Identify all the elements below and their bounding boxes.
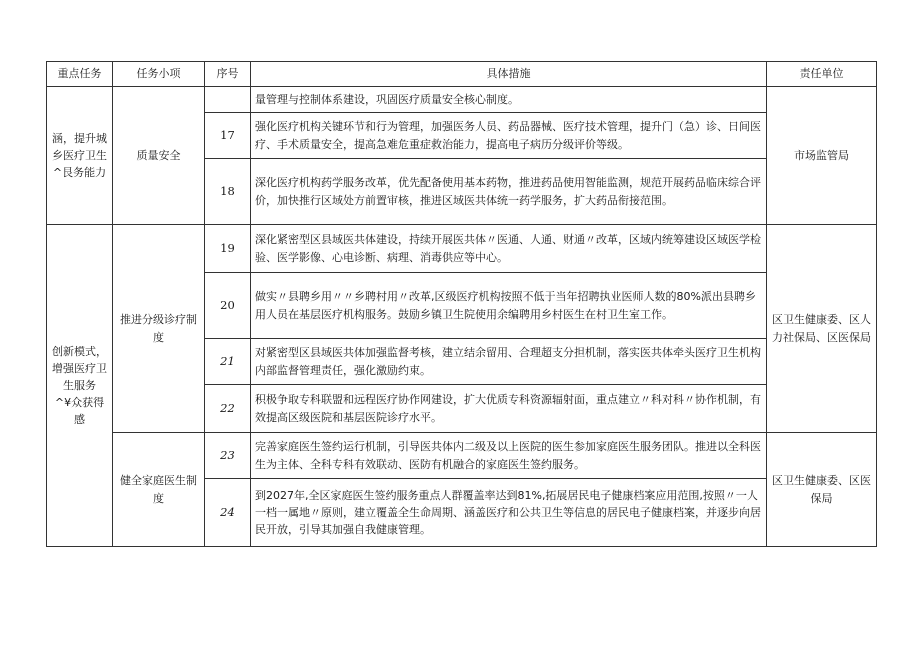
measure-cell: 积极争取专科联盟和远程医疗协作网建设，扩大优质专科资源辐射面，重点建立〃科对科〃协作机制，有效提高区级医院和基层医院诊疗水平。 [251,385,767,433]
measure-cell: 强化医疗机构关键环节和行为管理，加强医务人员、药品器械、医疗技术管理，提升门（急）诊、日间医疗、手术质量安全，提高急难危重症救治能力，提高电子病历分级评价等级。 [251,113,767,159]
seq-cell: 18 [205,159,251,225]
table-row [47,433,877,479]
seq-cell: 21 [205,339,251,385]
measure-cell: 到2027年,全区家庭医生签约服务重点人群覆盖率达到81%,拓展居民电子健康档案应用范围,按照〃一人一档一属地〃原则，建立覆盖全生命周期、涵盖医疗和公共卫生等信息的居民电子健康档案，并逐步向居民开放，引导其加强自我健康管理。 [251,479,767,547]
unit-cell: 区卫生健康委、区人力社保局、区医保局 [767,225,877,433]
seq-cell [205,87,251,113]
seq-cell: 20 [205,273,251,339]
seq-cell: 19 [205,225,251,273]
measure-cell: 量管理与控制体系建设，巩固医疗质量安全核心制度。 [251,87,767,113]
seq-cell: 23 [205,433,251,479]
seq-cell: 22 [205,385,251,433]
header-row [47,62,877,87]
header-measures: 具体措施 [251,62,767,87]
measure-cell: 深化紧密型区县域医共体建设，持续开展医共体〃医通、人通、财通〃改革，区域内统筹建设区域医学检验、医学影像、心电诊断、病理、消毒供应等中心。 [251,225,767,273]
table-row [47,87,877,113]
unit-cell: 区卫生健康委、区医保局 [767,433,877,547]
key-task-cell: 涵，提升城乡医疗卫生^艮务能力 [47,87,113,225]
measure-cell: 完善家庭医生签约运行机制，引导医共体内二级及以上医院的医生参加家庭医生服务团队。推进以全科医生为主体、全科专科有效联动、医防有机融合的家庭医生签约服务。 [251,433,767,479]
unit-cell: 市场监管局 [767,87,877,225]
measure-cell: 做实〃县聘乡用〃〃乡聘村用〃改革,区级医疗机构按照不低于当年招聘执业医师人数的80%派出县聘乡用人员在基层医疗机构服务。鼓励乡镇卫生院使用余编聘用乡村医生在村卫生室工作。 [251,273,767,339]
table-row [47,225,877,273]
seq-cell: 17 [205,113,251,159]
header-seq: 序号 [205,62,251,87]
measures-table [46,61,877,547]
measure-cell: 对紧密型区县域医共体加强监督考核，建立结余留用、合理超支分担机制，落实医共体牵头医疗卫生机构内部监督管理责任，强化激励约束。 [251,339,767,385]
header-unit: 责任单位 [767,62,877,87]
measure-cell: 深化医疗机构药学服务改革，优先配备使用基本药物，推进药品使用智能监测，规范开展药品临床综合评价，加快推行区域处方前置审核，推进区域医共体统一药学服务，扩大药品衔接范围。 [251,159,767,225]
subtask-cell: 质量安全 [113,87,205,225]
seq-cell: 24 [205,479,251,547]
subtask-cell: 推进分级诊疗制度 [113,225,205,433]
key-task-cell: 创新模式，增强医疗卫生服务^¥众获得感 [47,225,113,547]
subtask-cell: 健全家庭医生制度 [113,433,205,547]
header-subtask: 任务小项 [113,62,205,87]
header-key-task: 重点任务 [47,62,113,87]
